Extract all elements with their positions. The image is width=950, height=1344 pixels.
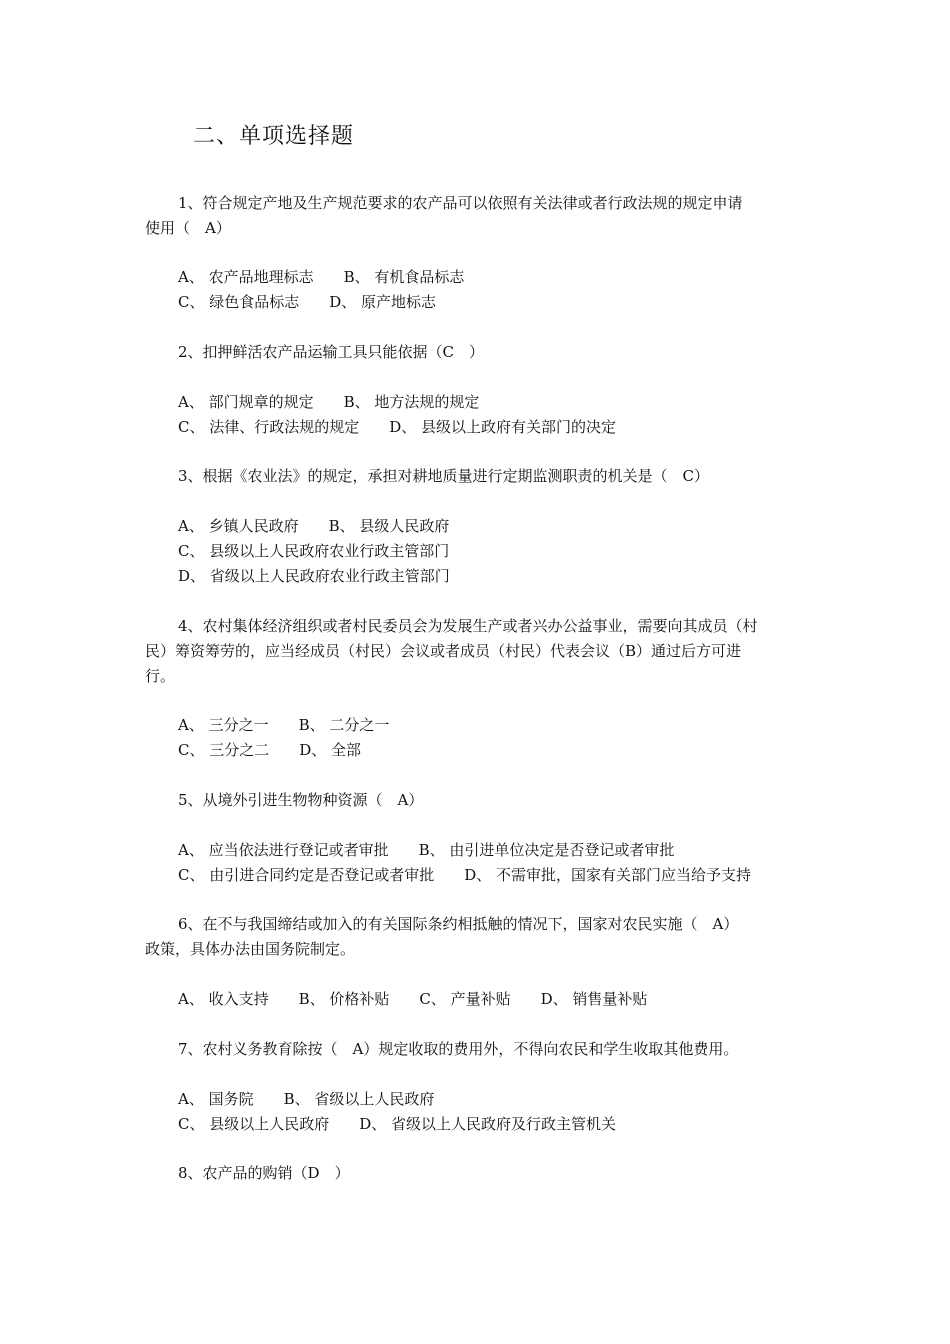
question-5-options-cd: C、 由引进合同约定是否登记或者审批 D、 不需审批，国家有关部门应当给予支持: [178, 866, 752, 884]
question-3-option-d: D、 省级以上人民政府农业行政主管部门: [178, 567, 450, 585]
question-4-text-end: 行。: [145, 667, 176, 685]
question-4-options-cd: C、 三分之二 D、 全部: [178, 741, 362, 759]
question-4-text: 4、农村集体经济组织或者村民委员会为发展生产或者兴办公益事业，需要向其成员（村: [178, 617, 758, 635]
question-4-text-cont: 民）筹资筹劳的，应当经成员（村民）会议或者成员（村民）代表会议（B）通过后方可进: [145, 642, 742, 660]
question-5-text: 5、从境外引进生物物种资源（ A）: [178, 791, 424, 809]
question-2-options-ab: A、 部门规章的规定 B、 地方法规的规定: [178, 393, 480, 411]
question-1-text-cont: 使用（ A）: [145, 219, 231, 237]
question-2-text: 2、扣押鲜活农产品运输工具只能依据（C ）: [178, 343, 485, 361]
question-6-text-cont: 政策，具体办法由国务院制定。: [145, 940, 356, 958]
question-1-options-ab: A、 农产品地理标志 B、 有机食品标志: [178, 268, 465, 286]
question-3-option-c: C、 县级以上人民政府农业行政主管部门: [178, 542, 450, 560]
question-7-options-cd: C、 县级以上人民政府 D、 省级以上人民政府及行政主管机关: [178, 1115, 617, 1133]
question-1-options-cd: C、 绿色食品标志 D、 原产地标志: [178, 293, 437, 311]
question-7-text: 7、农村义务教育除按（ A）规定收取的费用外，不得向农民和学生收取其他费用。: [178, 1040, 739, 1058]
question-6-text: 6、在不与我国缔结或加入的有关国际条约相抵触的情况下，国家对农民实施（ A）: [178, 915, 739, 933]
question-6-options: A、 收入支持 B、 价格补贴 C、 产量补贴 D、 销售量补贴: [178, 990, 648, 1008]
section-title: 二、单项选择题: [193, 124, 355, 149]
question-3-text: 3、根据《农业法》的规定，承担对耕地质量进行定期监测职责的机关是（ C）: [178, 467, 710, 485]
question-1-text: 1、符合规定产地及生产规范要求的农产品可以依照有关法律或者行政法规的规定申请: [178, 194, 743, 212]
question-2-options-cd: C、 法律、行政法规的规定 D、 县级以上政府有关部门的决定: [178, 418, 617, 436]
question-8-text: 8、农产品的购销（D ）: [178, 1164, 350, 1182]
question-4-options-ab: A、 三分之一 B、 二分之一: [178, 716, 390, 734]
question-3-options-ab: A、 乡镇人民政府 B、 县级人民政府: [178, 517, 450, 535]
question-5-options-ab: A、 应当依法进行登记或者审批 B、 由引进单位决定是否登记或者审批: [178, 841, 675, 859]
question-7-options-ab: A、 国务院 B、 省级以上人民政府: [178, 1090, 435, 1108]
